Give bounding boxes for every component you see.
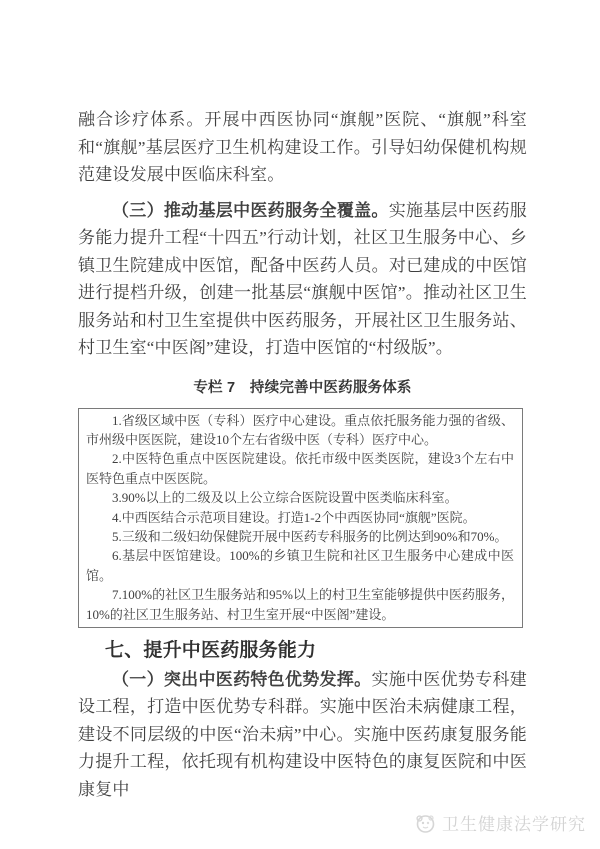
paragraph-continuation: 融合诊疗体系。开展中西医协同“旗舰”医院、“旗舰”科室和“旗舰”基层医疗卫生机构建设工作。引导妇幼保健机构规范建设发展中医临床科室。 <box>78 110 527 184</box>
paragraph-item-1-lead: （一）突出中医药特色优势发挥。 <box>112 669 372 689</box>
info-box <box>78 408 523 628</box>
paragraph-item-3-lead: （三）推动基层中医药服务全覆盖。 <box>112 200 389 220</box>
paragraph-item-3-text: 实施基层中医药服务能力提升工程“十四五”行动计划，社区卫生服务中心、乡镇卫生院建成中医馆，配备中医药人员。对已建成的中医馆进行提档升级，创建一批基层“旗舰中医馆”。推动社区卫生服务站和村卫生室提供中医药服务，开展社区卫生服务站、村卫生室“中医阁”建设，打造中医馆的“村级版”。 <box>78 200 527 357</box>
section-heading: 七、提升中医药服务能力 <box>105 639 317 661</box>
paragraph-item-1-text: 实施中医优势专科建设工程，打造中医优势专科群。实施中医治未病健康工程，建设不同层级的中医“治未病”中心。实施中医药康复服务能力提升工程，依托现有机构建设中医特色的康复医院和中医康复中 <box>78 669 527 799</box>
box-item-5: 5.三级和二级妇幼保健院开展中医药专科服务的比例达到90%和70%。 <box>112 528 508 544</box>
watermark-text: 卫生健康法学研究 <box>442 815 586 834</box>
box-item-2: 2.中医特色重点中医医院建设。依托市级中医类医院，建设3个左右中医特色重点中医医院。 <box>86 451 514 486</box>
box-item-4: 4.中西医结合示范项目建设。打造1-2个中西医协同“旗舰”医院。 <box>112 509 476 525</box>
panel-title: 专栏 7 持续完善中医药服务体系 <box>193 379 412 396</box>
box-item-3: 3.90%以上的二级及以上公立综合医院设置中医类临床科室。 <box>112 490 458 506</box>
watermark <box>413 810 586 835</box>
paragraph-item-3 <box>78 197 527 362</box>
panda-face-logo-icon <box>413 811 437 835</box>
box-item-1: 1.省级区域中医（专科）医疗中心建设。重点依托服务能力强的省级、市州级中医医院，建设10个左右省级中医（专科）医疗中心。 <box>86 412 514 447</box>
box-item-7: 7.100%的社区卫生服务站和95%以上的村卫生室能够提供中医药服务，10%的社区卫生服务站、村卫生室开展“中医阁”建设。 <box>86 587 514 622</box>
box-item-6: 6.基层中医馆建设。100%的乡镇卫生院和社区卫生服务中心建成中医馆。 <box>86 548 514 583</box>
paragraph-item-1 <box>78 666 527 804</box>
